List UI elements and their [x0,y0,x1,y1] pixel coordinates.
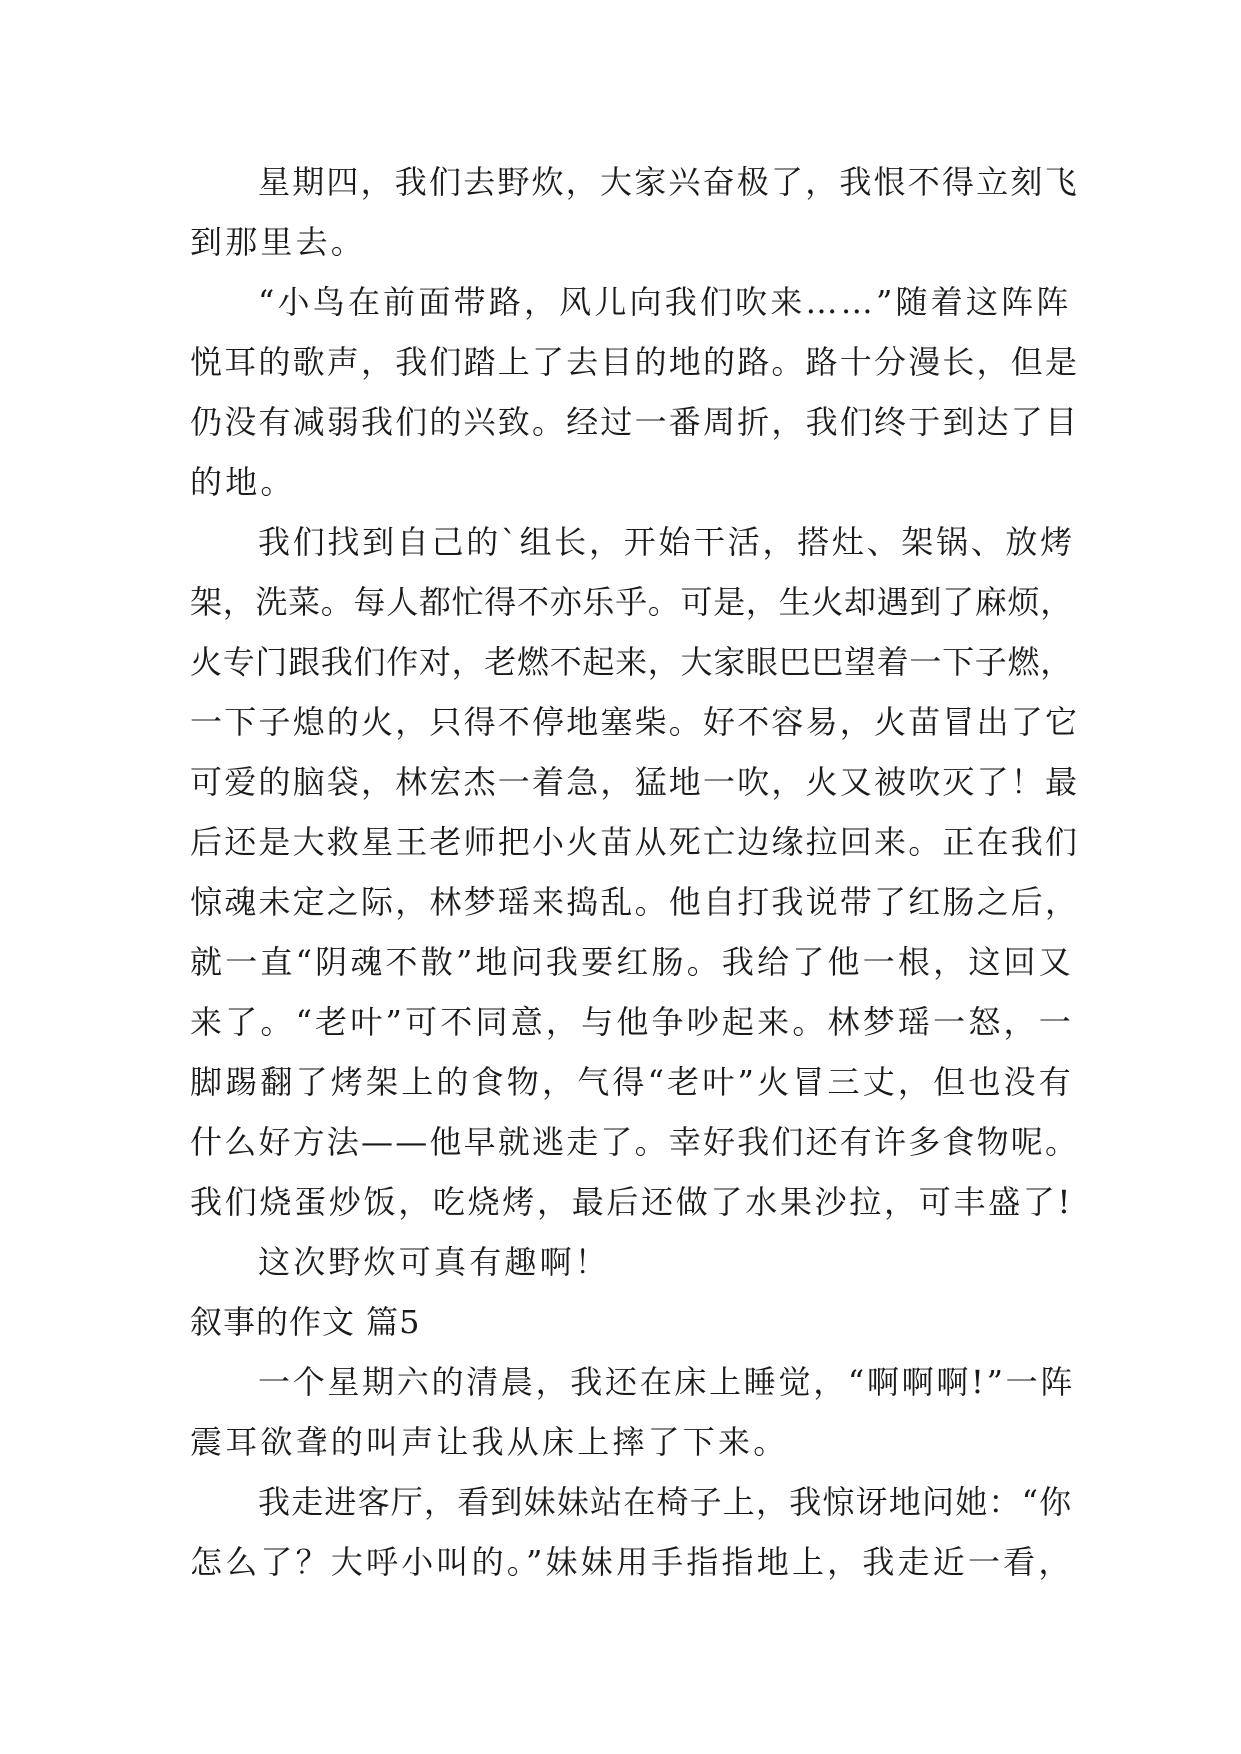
paragraph-line: 惊魂未定之际，林梦瑶来捣乱。他自打我说带了红肠之后， [190,883,1080,921]
paragraph-line: 就一直“阴魂不散”地问我要红肠。我给了他一根，这回又 [190,943,1074,981]
paragraph-line: 一下子熄的火，只得不停地塞柴。好不容易，火苗冒出了它 [190,703,1080,741]
paragraph-line: 的地。 [190,463,296,501]
paragraph-line: 可爱的脑袋，林宏杰一着急，猛地一吹，火又被吹灭了！最 [190,763,1080,801]
paragraph-line: 架，洗菜。每人都忙得不亦乐乎。可是，生火却遇到了麻烦， [190,583,1073,621]
paragraph-line: 什么好方法——他早就逃走了。幸好我们还有许多食物呢。 [190,1123,1080,1161]
paragraph-line: 我走进客厅，看到妹妹站在椅子上，我惊讶地问她：“你 [258,1483,1073,1521]
section-heading: 叙事的作文 篇5 [190,1303,421,1341]
paragraph-line: 仍没有减弱我们的兴致。经过一番周折，我们终于到达了目 [190,403,1080,441]
paragraph-line: 这次野炊可真有趣啊！ [258,1243,611,1281]
paragraph-line: 我们找到自己的`组长，开始干活，搭灶、架锅、放烤 [258,523,1075,561]
paragraph-line: 到那里去。 [190,223,367,261]
paragraph-line: 火专门跟我们作对，老燃不起来，大家眼巴巴望着一下子燃， [190,643,1073,681]
paragraph-line: 我们烧蛋炒饭，吃烧烤，最后还做了水果沙拉，可丰盛了! [190,1183,1074,1221]
paragraph-line: 星期四，我们去野炊，大家兴奋极了，我恨不得立刻飞 [258,163,1079,201]
paragraph-line: 怎么了？大呼小叫的。”妹妹用手指指地上，我走近一看， [190,1543,1074,1581]
paragraph-line: 来了。“老叶”可不同意，与他争吵起来。林梦瑶一怒，一 [190,1003,1074,1041]
paragraph-line: 悦耳的歌声，我们踏上了去目的地的路。路十分漫长，但是 [190,343,1080,381]
paragraph-line: “小鸟在前面带路，风儿向我们吹来……”随着这阵阵 [258,283,1072,321]
paragraph-line: 脚踢翻了烤架上的食物，气得“老叶”火冒三丈，但也没有 [190,1063,1074,1101]
paragraph-line: 一个星期六的清晨，我还在床上睡觉，“啊啊啊!”一阵 [258,1363,1076,1401]
paragraph-line: 后还是大救星王老师把小火苗从死亡边缘拉回来。正在我们 [190,823,1080,861]
paragraph-line: 震耳欲聋的叫声让我从床上摔了下来。 [190,1423,789,1461]
